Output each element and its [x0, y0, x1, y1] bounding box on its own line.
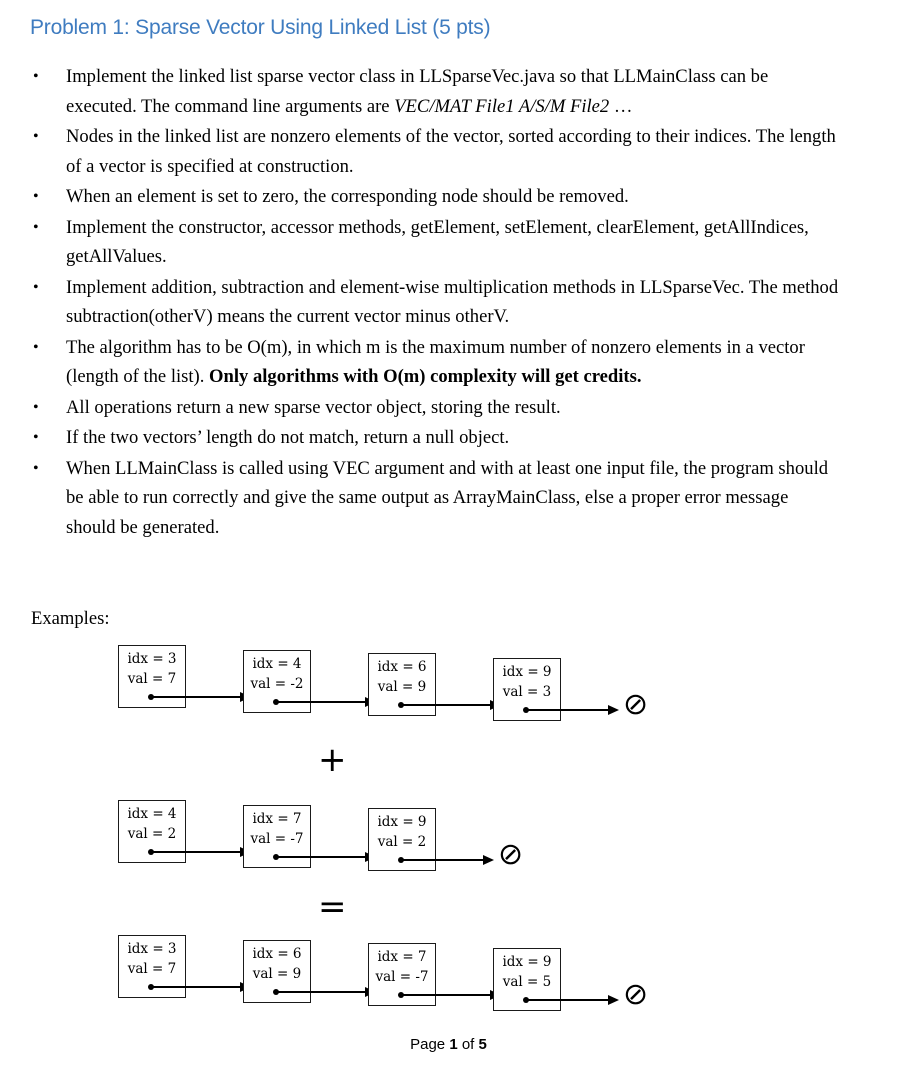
list-item [0, 333, 897, 392]
list-item [0, 122, 897, 181]
node-index-label: idx = 9 [377, 814, 427, 830]
node-index-label: idx = 6 [377, 659, 427, 675]
list-item-text: When an element is set to zero, the corresponding node should be removed. [66, 186, 629, 207]
pointer-arrow-shaft-icon [526, 709, 609, 711]
bullet-marker-icon: • [33, 459, 39, 477]
node-index-label: idx = 3 [127, 651, 177, 667]
list-item [0, 393, 897, 423]
bullet-marker-icon: • [33, 218, 39, 236]
null-terminator-icon: ⊘ [623, 687, 649, 722]
pointer-arrow-head-icon [608, 705, 619, 715]
list-item-text: VEC/MAT File1 A/S/M File2 [394, 95, 610, 117]
bullet-marker-icon: • [33, 338, 39, 356]
node-value-label: val = 7 [127, 961, 177, 977]
pointer-arrow-shaft-icon [151, 851, 241, 853]
bullet-marker-icon: • [33, 68, 39, 85]
list-item-text: Only algorithms with O(m) complexity will get credits. [209, 366, 642, 387]
list-item-text: The algorithm has to be O(m), in which m is the maximum number of nonzero elements in a vector (length of the list). [66, 336, 805, 387]
linked-list-row-operand-a [0, 645, 897, 755]
list-item-text: Implement the linked list sparse vector class in LLSparseVec.java so that LLMainClass can be executed. The command line arguments are [66, 66, 769, 117]
requirements-list [0, 62, 897, 543]
list-item-text: Implement the constructor, accessor methods, getElement, setElement, clearElement, getAllIndices, getAllValues. [66, 216, 809, 267]
pointer-arrow-shaft-icon [151, 696, 241, 698]
node-value-label: val = 7 [127, 671, 177, 687]
list-item-text: Implement addition, subtraction and element-wise multiplication methods in LLSparseVec. The method subtraction(otherV) means the current vector minus otherV. [66, 276, 839, 327]
footer-current-page: 1 [449, 1036, 458, 1053]
list-item [0, 182, 897, 212]
null-terminator-icon: ⊘ [498, 837, 524, 872]
examples-label: Examples: [31, 608, 110, 629]
null-terminator-icon: ⊘ [623, 977, 649, 1012]
pointer-arrow-head-icon [608, 995, 619, 1005]
list-item-text: All operations return a new sparse vector object, storing the result. [66, 396, 561, 418]
linked-list-row-operand-b [0, 800, 897, 910]
node-index-label: idx = 4 [127, 806, 177, 822]
pointer-arrow-shaft-icon [401, 859, 484, 861]
footer-total-pages: 5 [478, 1036, 487, 1053]
pointer-arrow-shaft-icon [276, 856, 366, 858]
pointer-arrow-shaft-icon [526, 999, 609, 1001]
list-item [0, 62, 897, 121]
node-value-label: val = 2 [127, 826, 177, 842]
node-index-label: idx = 3 [127, 941, 177, 957]
page-title: Problem 1: Sparse Vector Using Linked List (5 pts) [30, 16, 491, 39]
footer-separator: of [461, 1036, 475, 1053]
operator-plus-icon: + [318, 740, 347, 780]
list-item-text: When LLMainClass is called using VEC argument and with at least one input file, the program should be able to run correctly and give the same output as ArrayMainClass, else a proper error message should be generated. [66, 457, 829, 538]
list-item-text: If the two vectors’ length do not match, return a null object. [66, 427, 510, 448]
node-index-label: idx = 9 [502, 664, 552, 680]
node-value-label: val = 9 [377, 679, 427, 695]
pointer-arrow-shaft-icon [276, 991, 366, 993]
list-item-text: Nodes in the linked list are nonzero elements of the vector, sorted according to their indices. The length of a vector is specified at construction. [66, 126, 836, 177]
node-value-label: val = -7 [250, 831, 304, 847]
list-item [0, 213, 897, 272]
list-item [0, 454, 897, 543]
node-index-label: idx = 7 [377, 949, 427, 965]
pointer-arrow-shaft-icon [401, 704, 491, 706]
node-index-label: idx = 7 [252, 811, 302, 827]
linked-list-row-result [0, 935, 897, 1045]
node-index-label: idx = 6 [252, 946, 302, 962]
pointer-arrow-shaft-icon [276, 701, 366, 703]
bullet-marker-icon: • [33, 188, 39, 205]
list-item-text: … [609, 95, 633, 117]
node-value-label: val = 5 [502, 974, 552, 990]
operator-equals-icon: = [318, 887, 347, 927]
node-value-label: val = 9 [252, 966, 302, 982]
node-value-label: val = -7 [375, 969, 429, 985]
list-item [0, 273, 897, 332]
footer-prefix: Page [410, 1036, 446, 1053]
bullet-marker-icon: • [33, 278, 39, 296]
node-value-label: val = 2 [377, 834, 427, 850]
bullet-marker-icon: • [33, 398, 39, 416]
list-item [0, 423, 897, 453]
pointer-arrow-shaft-icon [401, 994, 491, 996]
bullet-marker-icon: • [33, 429, 39, 446]
node-index-label: idx = 9 [502, 954, 552, 970]
bullet-marker-icon: • [33, 128, 39, 145]
node-index-label: idx = 4 [252, 656, 302, 672]
node-value-label: val = 3 [502, 684, 552, 700]
linked-list-diagram [0, 645, 897, 1025]
page-footer [0, 1036, 897, 1053]
node-value-label: val = -2 [250, 676, 304, 692]
pointer-arrow-shaft-icon [151, 986, 241, 988]
pointer-arrow-head-icon [483, 855, 494, 865]
